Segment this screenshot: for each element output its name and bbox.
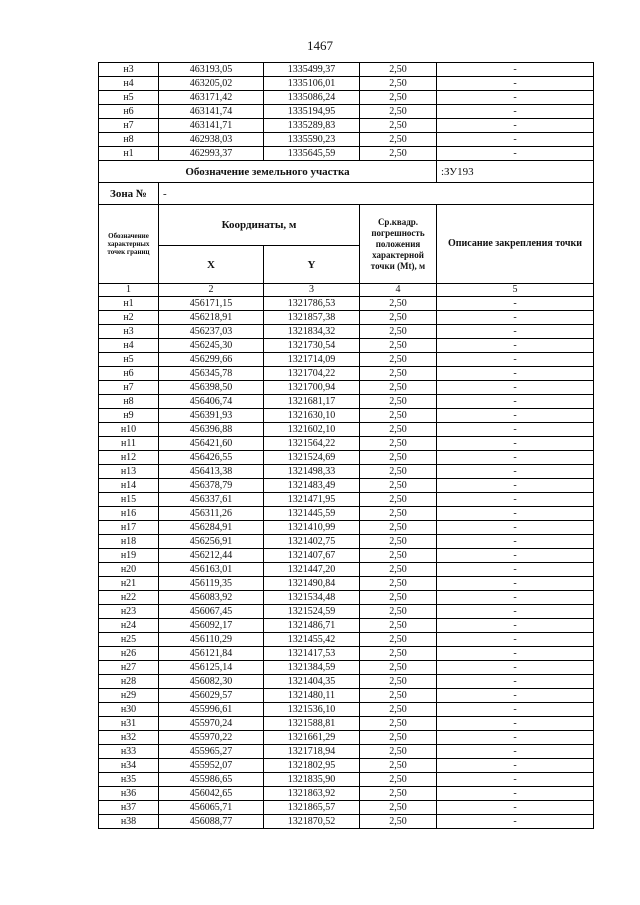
table-row [99, 63, 594, 77]
y-cell: 1335086,24 [264, 91, 360, 105]
description-cell: - [437, 591, 594, 605]
y-cell: 1321483,49 [264, 479, 360, 493]
description-cell: - [437, 675, 594, 689]
description-cell: - [437, 633, 594, 647]
table-row [99, 521, 594, 535]
x-cell: 455970,24 [159, 717, 264, 731]
description-cell: - [437, 605, 594, 619]
x-cell: 456029,57 [159, 689, 264, 703]
table-row [99, 367, 594, 381]
point-cell: н4 [99, 339, 159, 353]
description-cell: - [437, 717, 594, 731]
y-cell: 1321404,35 [264, 675, 360, 689]
x-cell: 456083,92 [159, 591, 264, 605]
point-cell: н38 [99, 815, 159, 829]
point-cell: н4 [99, 77, 159, 91]
y-cell: 1321534,48 [264, 591, 360, 605]
x-cell: 456256,91 [159, 535, 264, 549]
x-cell: 455970,22 [159, 731, 264, 745]
description-cell: - [437, 395, 594, 409]
description-cell: - [437, 147, 594, 161]
y-cell: 1321802,95 [264, 759, 360, 773]
y-cell: 1321870,52 [264, 815, 360, 829]
y-cell: 1321486,71 [264, 619, 360, 633]
header-coords: Координаты, м [159, 205, 360, 246]
accuracy-cell: 2,50 [360, 105, 437, 119]
table-row [99, 133, 594, 147]
y-cell: 1335289,83 [264, 119, 360, 133]
point-cell: н17 [99, 521, 159, 535]
x-cell: 456284,91 [159, 521, 264, 535]
y-cell: 1321480,11 [264, 689, 360, 703]
description-cell: - [437, 119, 594, 133]
description-cell: - [437, 647, 594, 661]
accuracy-cell: 2,50 [360, 745, 437, 759]
column-number: 5 [437, 284, 594, 297]
x-cell: 463193,05 [159, 63, 264, 77]
zone-row [99, 183, 594, 205]
table-row [99, 605, 594, 619]
accuracy-cell: 2,50 [360, 773, 437, 787]
x-cell: 456121,84 [159, 647, 264, 661]
x-cell: 463205,02 [159, 77, 264, 91]
table-row [99, 619, 594, 633]
point-cell: н15 [99, 493, 159, 507]
point-cell: н6 [99, 105, 159, 119]
accuracy-cell: 2,50 [360, 437, 437, 451]
table-row [99, 759, 594, 773]
accuracy-cell: 2,50 [360, 423, 437, 437]
accuracy-cell: 2,50 [360, 577, 437, 591]
y-cell: 1321490,84 [264, 577, 360, 591]
table-row [99, 507, 594, 521]
x-cell: 456345,78 [159, 367, 264, 381]
point-cell: н29 [99, 689, 159, 703]
y-cell: 1321407,67 [264, 549, 360, 563]
y-cell: 1321536,10 [264, 703, 360, 717]
y-cell: 1321384,59 [264, 661, 360, 675]
description-cell: - [437, 815, 594, 829]
point-cell: н34 [99, 759, 159, 773]
x-cell: 456082,30 [159, 675, 264, 689]
x-cell: 456337,61 [159, 493, 264, 507]
x-cell: 456067,45 [159, 605, 264, 619]
x-cell: 456110,29 [159, 633, 264, 647]
table-row [99, 689, 594, 703]
accuracy-cell: 2,50 [360, 119, 437, 133]
y-cell: 1321865,57 [264, 801, 360, 815]
x-cell: 456406,74 [159, 395, 264, 409]
table-row [99, 745, 594, 759]
y-cell: 1335499,37 [264, 63, 360, 77]
accuracy-cell: 2,50 [360, 465, 437, 479]
table-row [99, 91, 594, 105]
x-cell: 456119,35 [159, 577, 264, 591]
description-cell: - [437, 745, 594, 759]
table-row [99, 591, 594, 605]
table-row [99, 479, 594, 493]
table-row [99, 563, 594, 577]
point-cell: н24 [99, 619, 159, 633]
point-cell: н10 [99, 423, 159, 437]
accuracy-cell: 2,50 [360, 63, 437, 77]
y-cell: 1335194,95 [264, 105, 360, 119]
accuracy-cell: 2,50 [360, 325, 437, 339]
point-cell: н18 [99, 535, 159, 549]
point-cell: н11 [99, 437, 159, 451]
description-cell: - [437, 423, 594, 437]
table-row [99, 339, 594, 353]
header-y: Y [264, 246, 360, 284]
header-x: X [159, 246, 264, 284]
description-cell: - [437, 661, 594, 675]
x-cell: 455952,07 [159, 759, 264, 773]
y-cell: 1321498,33 [264, 465, 360, 479]
accuracy-cell: 2,50 [360, 381, 437, 395]
x-cell: 456125,14 [159, 661, 264, 675]
point-cell: н12 [99, 451, 159, 465]
accuracy-cell: 2,50 [360, 717, 437, 731]
description-cell: - [437, 801, 594, 815]
accuracy-cell: 2,50 [360, 493, 437, 507]
point-cell: н28 [99, 675, 159, 689]
point-cell: н3 [99, 325, 159, 339]
y-cell: 1321471,95 [264, 493, 360, 507]
x-cell: 463171,42 [159, 91, 264, 105]
point-cell: н16 [99, 507, 159, 521]
y-cell: 1335645,59 [264, 147, 360, 161]
point-cell: н27 [99, 661, 159, 675]
description-cell: - [437, 77, 594, 91]
point-cell: н14 [99, 479, 159, 493]
point-cell: н26 [99, 647, 159, 661]
y-cell: 1321524,69 [264, 451, 360, 465]
column-numbers-row [99, 284, 594, 297]
point-cell: н2 [99, 311, 159, 325]
y-cell: 1321524,59 [264, 605, 360, 619]
description-cell: - [437, 297, 594, 311]
point-cell: н19 [99, 549, 159, 563]
coordinates-table [98, 62, 594, 829]
accuracy-cell: 2,50 [360, 731, 437, 745]
top-rows [99, 63, 594, 161]
table-row [99, 395, 594, 409]
description-cell: - [437, 507, 594, 521]
description-cell: - [437, 105, 594, 119]
accuracy-cell: 2,50 [360, 311, 437, 325]
description-cell: - [437, 535, 594, 549]
point-cell: н1 [99, 147, 159, 161]
point-cell: н35 [99, 773, 159, 787]
zone-label: Зона № [99, 183, 159, 205]
accuracy-cell: 2,50 [360, 619, 437, 633]
header-row-1 [99, 205, 594, 246]
table-row [99, 409, 594, 423]
point-cell: н5 [99, 353, 159, 367]
accuracy-cell: 2,50 [360, 591, 437, 605]
table-row [99, 535, 594, 549]
y-cell: 1321704,22 [264, 367, 360, 381]
point-cell: н8 [99, 133, 159, 147]
table-row [99, 773, 594, 787]
accuracy-cell: 2,50 [360, 535, 437, 549]
description-cell: - [437, 325, 594, 339]
y-cell: 1321447,20 [264, 563, 360, 577]
accuracy-cell: 2,50 [360, 759, 437, 773]
table-row [99, 465, 594, 479]
x-cell: 456212,44 [159, 549, 264, 563]
x-cell: 456391,93 [159, 409, 264, 423]
table-row [99, 119, 594, 133]
main-rows [99, 297, 594, 829]
table-row [99, 451, 594, 465]
header-accuracy: Ср.квадр. погрешность положения характерной точки (Mt), м [360, 205, 437, 284]
description-cell: - [437, 451, 594, 465]
point-cell: н33 [99, 745, 159, 759]
column-number: 1 [99, 284, 159, 297]
accuracy-cell: 2,50 [360, 563, 437, 577]
x-cell: 456171,15 [159, 297, 264, 311]
x-cell: 455996,61 [159, 703, 264, 717]
description-cell: - [437, 339, 594, 353]
y-cell: 1321681,17 [264, 395, 360, 409]
description-cell: - [437, 353, 594, 367]
table-row [99, 353, 594, 367]
description-cell: - [437, 787, 594, 801]
y-cell: 1321602,10 [264, 423, 360, 437]
parcel-section [99, 161, 594, 297]
x-cell: 463141,71 [159, 119, 264, 133]
description-cell: - [437, 493, 594, 507]
point-cell: н3 [99, 63, 159, 77]
point-cell: н9 [99, 409, 159, 423]
point-cell: н30 [99, 703, 159, 717]
table-row [99, 717, 594, 731]
table-row [99, 703, 594, 717]
accuracy-cell: 2,50 [360, 633, 437, 647]
point-cell: н25 [99, 633, 159, 647]
description-cell: - [437, 381, 594, 395]
table-row [99, 633, 594, 647]
description-cell: - [437, 521, 594, 535]
table-row [99, 381, 594, 395]
accuracy-cell: 2,50 [360, 521, 437, 535]
page-number: 1467 [307, 38, 333, 53]
point-cell: н36 [99, 787, 159, 801]
y-cell: 1335106,01 [264, 77, 360, 91]
table-row [99, 147, 594, 161]
point-cell: н8 [99, 395, 159, 409]
description-cell: - [437, 465, 594, 479]
table-row [99, 815, 594, 829]
accuracy-cell: 2,50 [360, 353, 437, 367]
point-cell: н32 [99, 731, 159, 745]
y-cell: 1321857,38 [264, 311, 360, 325]
y-cell: 1321863,92 [264, 787, 360, 801]
x-cell: 456237,03 [159, 325, 264, 339]
table-row [99, 297, 594, 311]
accuracy-cell: 2,50 [360, 675, 437, 689]
point-cell: н7 [99, 381, 159, 395]
accuracy-cell: 2,50 [360, 479, 437, 493]
header-description: Описание закрепления точки [437, 205, 594, 284]
accuracy-cell: 2,50 [360, 297, 437, 311]
x-cell: 456245,30 [159, 339, 264, 353]
x-cell: 462993,37 [159, 147, 264, 161]
x-cell: 456396,88 [159, 423, 264, 437]
accuracy-cell: 2,50 [360, 507, 437, 521]
x-cell: 463141,74 [159, 105, 264, 119]
x-cell: 456398,50 [159, 381, 264, 395]
x-cell: 456311,26 [159, 507, 264, 521]
y-cell: 1321700,94 [264, 381, 360, 395]
point-cell: н1 [99, 297, 159, 311]
description-cell: - [437, 549, 594, 563]
description-cell: - [437, 437, 594, 451]
x-cell: 456299,66 [159, 353, 264, 367]
x-cell: 456092,17 [159, 619, 264, 633]
y-cell: 1335590,23 [264, 133, 360, 147]
description-cell: - [437, 703, 594, 717]
point-cell: н6 [99, 367, 159, 381]
accuracy-cell: 2,50 [360, 451, 437, 465]
x-cell: 456426,55 [159, 451, 264, 465]
y-cell: 1321410,99 [264, 521, 360, 535]
x-cell: 456413,38 [159, 465, 264, 479]
y-cell: 1321445,59 [264, 507, 360, 521]
y-cell: 1321786,53 [264, 297, 360, 311]
column-number: 4 [360, 284, 437, 297]
description-cell: - [437, 759, 594, 773]
table-row [99, 77, 594, 91]
table-row [99, 787, 594, 801]
point-cell: н22 [99, 591, 159, 605]
y-cell: 1321417,53 [264, 647, 360, 661]
x-cell: 456163,01 [159, 563, 264, 577]
column-number: 3 [264, 284, 360, 297]
y-cell: 1321630,10 [264, 409, 360, 423]
parcel-row [99, 161, 594, 183]
table-row [99, 801, 594, 815]
table-row [99, 105, 594, 119]
point-cell: н21 [99, 577, 159, 591]
table-row [99, 549, 594, 563]
accuracy-cell: 2,50 [360, 661, 437, 675]
description-cell: - [437, 63, 594, 77]
description-cell: - [437, 689, 594, 703]
point-cell: н13 [99, 465, 159, 479]
y-cell: 1321455,42 [264, 633, 360, 647]
accuracy-cell: 2,50 [360, 801, 437, 815]
x-cell: 456378,79 [159, 479, 264, 493]
y-cell: 1321730,54 [264, 339, 360, 353]
point-cell: н20 [99, 563, 159, 577]
description-cell: - [437, 133, 594, 147]
accuracy-cell: 2,50 [360, 689, 437, 703]
accuracy-cell: 2,50 [360, 91, 437, 105]
table-row [99, 647, 594, 661]
description-cell: - [437, 91, 594, 105]
y-cell: 1321402,75 [264, 535, 360, 549]
accuracy-cell: 2,50 [360, 409, 437, 423]
table-row [99, 311, 594, 325]
table-row [99, 493, 594, 507]
accuracy-cell: 2,50 [360, 815, 437, 829]
y-cell: 1321564,22 [264, 437, 360, 451]
accuracy-cell: 2,50 [360, 703, 437, 717]
parcel-label: Обозначение земельного участка [99, 161, 437, 183]
description-cell: - [437, 563, 594, 577]
x-cell: 456065,71 [159, 801, 264, 815]
table-row [99, 423, 594, 437]
point-cell: н23 [99, 605, 159, 619]
y-cell: 1321588,81 [264, 717, 360, 731]
point-cell: н5 [99, 91, 159, 105]
x-cell: 455965,27 [159, 745, 264, 759]
description-cell: - [437, 479, 594, 493]
point-cell: н7 [99, 119, 159, 133]
x-cell: 456218,91 [159, 311, 264, 325]
accuracy-cell: 2,50 [360, 339, 437, 353]
description-cell: - [437, 409, 594, 423]
accuracy-cell: 2,50 [360, 605, 437, 619]
accuracy-cell: 2,50 [360, 367, 437, 381]
accuracy-cell: 2,50 [360, 133, 437, 147]
accuracy-cell: 2,50 [360, 647, 437, 661]
y-cell: 1321834,32 [264, 325, 360, 339]
description-cell: - [437, 367, 594, 381]
point-cell: н37 [99, 801, 159, 815]
description-cell: - [437, 311, 594, 325]
accuracy-cell: 2,50 [360, 147, 437, 161]
x-cell: 456042,65 [159, 787, 264, 801]
description-cell: - [437, 619, 594, 633]
point-cell: н31 [99, 717, 159, 731]
table-row [99, 661, 594, 675]
x-cell: 462938,03 [159, 133, 264, 147]
table-row [99, 675, 594, 689]
accuracy-cell: 2,50 [360, 549, 437, 563]
y-cell: 1321718,94 [264, 745, 360, 759]
accuracy-cell: 2,50 [360, 787, 437, 801]
parcel-value: :ЗУ193 [437, 161, 594, 183]
description-cell: - [437, 731, 594, 745]
y-cell: 1321835,90 [264, 773, 360, 787]
accuracy-cell: 2,50 [360, 77, 437, 91]
header-point: Обозначение характерных точек границ [99, 205, 159, 284]
table-row [99, 325, 594, 339]
description-cell: - [437, 577, 594, 591]
x-cell: 455986,65 [159, 773, 264, 787]
zone-value: - [159, 183, 594, 205]
accuracy-cell: 2,50 [360, 395, 437, 409]
description-cell: - [437, 773, 594, 787]
column-number: 2 [159, 284, 264, 297]
y-cell: 1321714,09 [264, 353, 360, 367]
table-row [99, 731, 594, 745]
x-cell: 456421,60 [159, 437, 264, 451]
table-row [99, 437, 594, 451]
x-cell: 456088,77 [159, 815, 264, 829]
y-cell: 1321661,29 [264, 731, 360, 745]
table-row [99, 577, 594, 591]
